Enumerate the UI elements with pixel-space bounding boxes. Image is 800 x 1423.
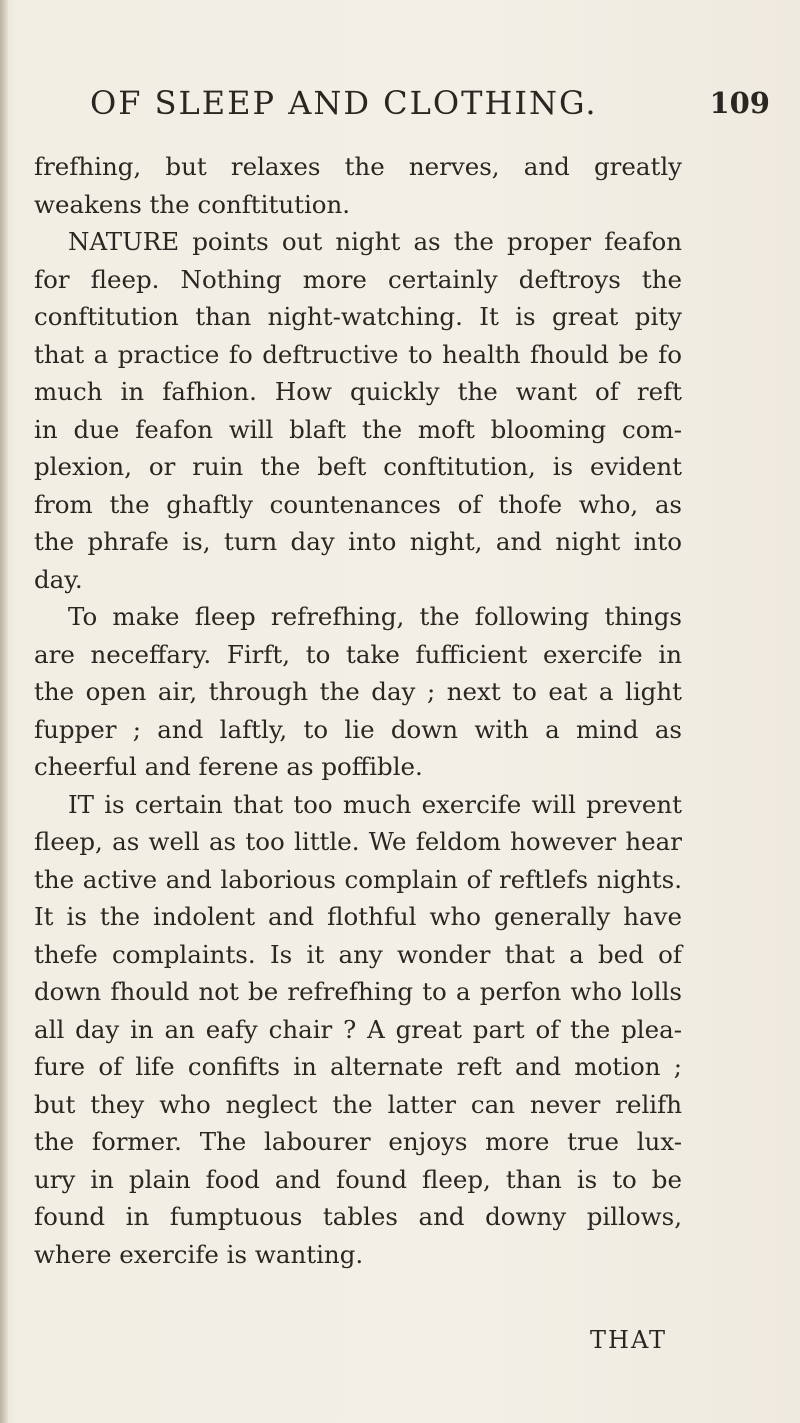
text-line: cheerful and ferene as poffible.: [34, 752, 423, 781]
text-line: fleep, as well as too little. We feldom however hear: [34, 827, 682, 856]
text-line: down fhould not be refrefhing to a perfon who lolls: [34, 977, 682, 1006]
text-line: weakens the conftitution.: [34, 189, 351, 219]
text-line: but they who neglect the latter can never relifh: [34, 1089, 682, 1119]
text-line: fure of life confifts in alternate reft and motion ;: [34, 1052, 682, 1081]
text-line: NATURE points out night as the proper feafon: [68, 227, 682, 256]
text-line: in due feafon will blaft the moft blooming com-: [34, 414, 682, 444]
running-head: OF SLEEP AND CLOTHING.: [90, 84, 598, 122]
text-line: much in fafhion. How quickly the want of reft: [34, 377, 682, 406]
page-number: 109: [709, 86, 770, 120]
body-text: [34, 148, 682, 1273]
text-line: found in fumptuous tables and downy pillows,: [34, 1202, 682, 1231]
text-line: the phrafe is, turn day into night, and night into: [34, 527, 682, 556]
text-line: frefhing, but relaxes the nerves, and greatly: [34, 152, 682, 181]
text-line: the former. The labourer enjoys more true lux-: [34, 1127, 682, 1156]
text-line: To make fleep refrefhing, the following things: [68, 602, 682, 631]
text-line: It is the indolent and flothful who generally have: [34, 902, 682, 931]
text-line: plexion, or ruin the beft conftitution, is evident: [34, 452, 682, 481]
catchword: THAT: [590, 1326, 667, 1354]
text-line: fupper ; and laftly, to lie down with a mind as: [34, 714, 682, 744]
text-line: all day in an eafy chair ? A great part of the plea-: [34, 1014, 682, 1044]
text-line: for fleep. Nothing more certainly deftroys the: [34, 264, 682, 294]
text-line: the active and laborious complain of reftlefs nights.: [34, 864, 682, 894]
text-line: day.: [34, 564, 83, 594]
text-line: that a practice fo deftructive to health fhould be fo: [34, 339, 682, 369]
text-line: where exercife is wanting.: [34, 1239, 364, 1269]
text-line: ury in plain food and found fleep, than is to be: [34, 1164, 682, 1194]
text-line: from the ghaftly countenances of thofe who, as: [34, 489, 682, 519]
text-line: conftitution than night-watching. It is great pity: [34, 302, 682, 331]
page-gutter-shadow: [0, 0, 8, 1423]
text-line: IT is certain that too much exercife will prevent: [68, 789, 682, 819]
page-header: [90, 84, 770, 134]
text-line: are neceffary. Firft, to take fufficient exercife in: [34, 639, 682, 669]
text-line: thefe complaints. Is it any wonder that a bed of: [34, 939, 682, 969]
text-line: the open air, through the day ; next to eat a light: [34, 677, 682, 706]
